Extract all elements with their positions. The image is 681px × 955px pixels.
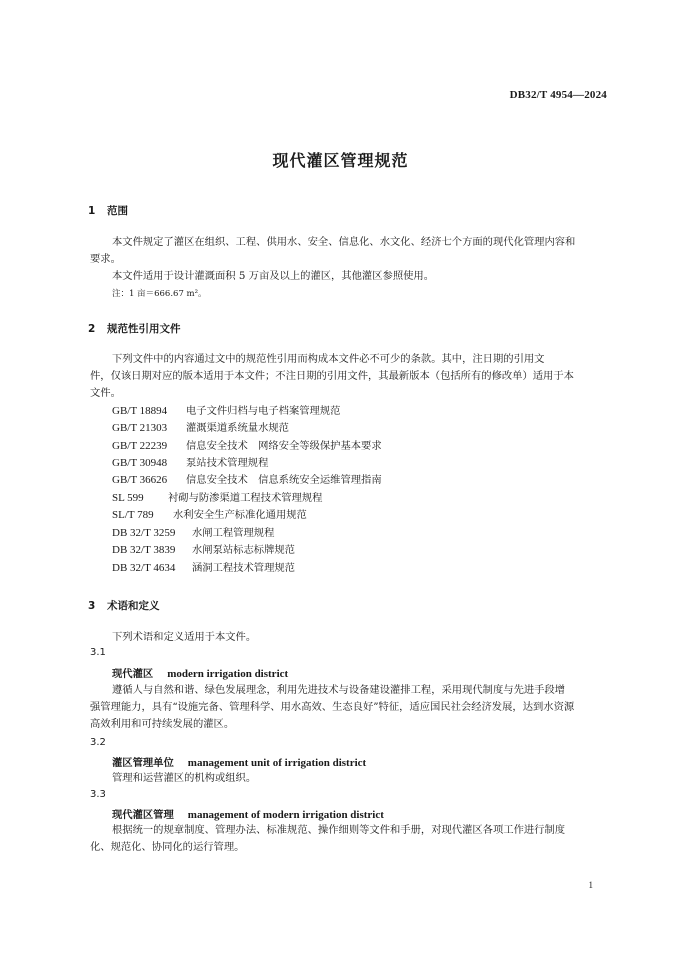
term-number: 3.2 xyxy=(90,737,106,748)
reference-item xyxy=(112,473,382,487)
document-title: 现代灌区管理规范 xyxy=(272,151,409,170)
reference-code: GB/T 36626 xyxy=(112,474,168,486)
section-number: 1 xyxy=(88,205,96,217)
reference-item xyxy=(112,456,268,470)
reference-item xyxy=(112,526,274,540)
definition-line: 高效利用和可持续发展的灌区。 xyxy=(90,718,235,730)
reference-title: 水闸泵站标志标牌规范 xyxy=(192,544,295,556)
reference-title: 水利安全生产标准化通用规范 xyxy=(173,509,307,521)
term-number: 3.1 xyxy=(90,647,106,658)
term-heading xyxy=(112,806,384,821)
term-zh: 灌区管理单位 xyxy=(112,757,174,769)
reference-item xyxy=(112,543,295,557)
definition-line: 根据统一的规章制度、管理办法、标准规范、操作细则等文件和手册，对现代灌区各项工作进行制度 xyxy=(112,824,566,836)
reference-item xyxy=(112,561,295,575)
paragraph-line: 下列术语和定义适用于本文件。 xyxy=(112,631,257,643)
paragraph-line: 下列文件中的内容通过文中的规范性引用而构成本文件必不可少的条款。其中，注日期的引用文 xyxy=(112,353,545,365)
reference-code: DB 32/T 3259 xyxy=(112,527,176,539)
section-title: 规范性引用文件 xyxy=(107,323,181,335)
term-zh: 现代灌区 xyxy=(112,668,154,680)
reference-code: DB 32/T 4634 xyxy=(112,562,176,574)
reference-item xyxy=(112,491,322,505)
definition-line: 遵循人与自然和谐、绿色发展理念，利用先进技术与设备建设灌排工程，采用现代制度与先进手段增 xyxy=(112,684,566,696)
reference-title: 电子文件归档与电子档案管理规范 xyxy=(186,405,341,417)
reference-code: GB/T 18894 xyxy=(112,405,168,417)
term-heading xyxy=(112,754,366,769)
term-number: 3.3 xyxy=(90,789,106,800)
note-text: 注：1 亩＝666.67 m²。 xyxy=(112,289,207,299)
section-2-heading xyxy=(88,321,181,336)
reference-code: DB 32/T 3839 xyxy=(112,544,176,556)
definition-line: 管理和运营灌区的机构或组织。 xyxy=(112,772,257,784)
reference-code: SL/T 789 xyxy=(112,509,154,521)
paragraph-line: 文件。 xyxy=(90,387,121,399)
reference-item xyxy=(112,404,340,418)
reference-title: 水闸工程管理规程 xyxy=(192,527,275,539)
reference-title: 信息安全技术 信息系统安全运维管理指南 xyxy=(186,474,382,486)
document-code: DB32/T 4954—2024 xyxy=(509,89,607,101)
reference-title: 泵站技术管理规程 xyxy=(186,457,269,469)
reference-code: GB/T 30948 xyxy=(112,457,168,469)
reference-code: GB/T 21303 xyxy=(112,422,168,434)
reference-title: 灌溉渠道系统量水规范 xyxy=(186,422,289,434)
paragraph-line: 本文件适用于设计灌溉面积 5 万亩及以上的灌区，其他灌区参照使用。 xyxy=(112,270,435,282)
reference-item xyxy=(112,508,307,522)
term-zh: 现代灌区管理 xyxy=(112,809,174,821)
reference-title: 信息安全技术 网络安全等级保护基本要求 xyxy=(186,440,382,452)
paragraph-line: 件，仅该日期对应的版本适用于本文件；不注日期的引用文件，其最新版本（包括所有的修改单）适用于本 xyxy=(90,370,574,382)
reference-code: SL 599 xyxy=(112,492,144,504)
definition-line: 强管理能力，具有“设施完备、管理科学、用水高效、生态良好”特征，适应国民社会经济发展，达到水资源 xyxy=(90,701,575,713)
reference-item xyxy=(112,439,382,453)
section-number: 2 xyxy=(88,323,96,335)
reference-code: GB/T 22239 xyxy=(112,440,168,452)
section-3-heading xyxy=(88,598,160,613)
section-title: 术语和定义 xyxy=(107,600,160,612)
term-en: modern irrigation district xyxy=(167,668,289,680)
term-en: management of modern irrigation district xyxy=(187,809,384,821)
section-1-heading xyxy=(88,203,128,218)
section-title: 范围 xyxy=(107,205,128,217)
paragraph-line: 要求。 xyxy=(90,253,121,265)
reference-item xyxy=(112,421,289,435)
reference-title: 涵洞工程技术管理规范 xyxy=(192,562,295,574)
term-heading xyxy=(112,665,288,680)
term-en: management unit of irrigation district xyxy=(187,757,367,769)
reference-title: 衬砌与防渗渠道工程技术管理规程 xyxy=(168,492,323,504)
definition-line: 化、规范化、协同化的运行管理。 xyxy=(90,841,245,853)
paragraph-line: 本文件规定了灌区在组织、工程、供用水、安全、信息化、水文化、经济七个方面的现代化管理内容和 xyxy=(112,236,576,248)
section-number: 3 xyxy=(88,600,96,612)
page-number: 1 xyxy=(588,880,593,890)
